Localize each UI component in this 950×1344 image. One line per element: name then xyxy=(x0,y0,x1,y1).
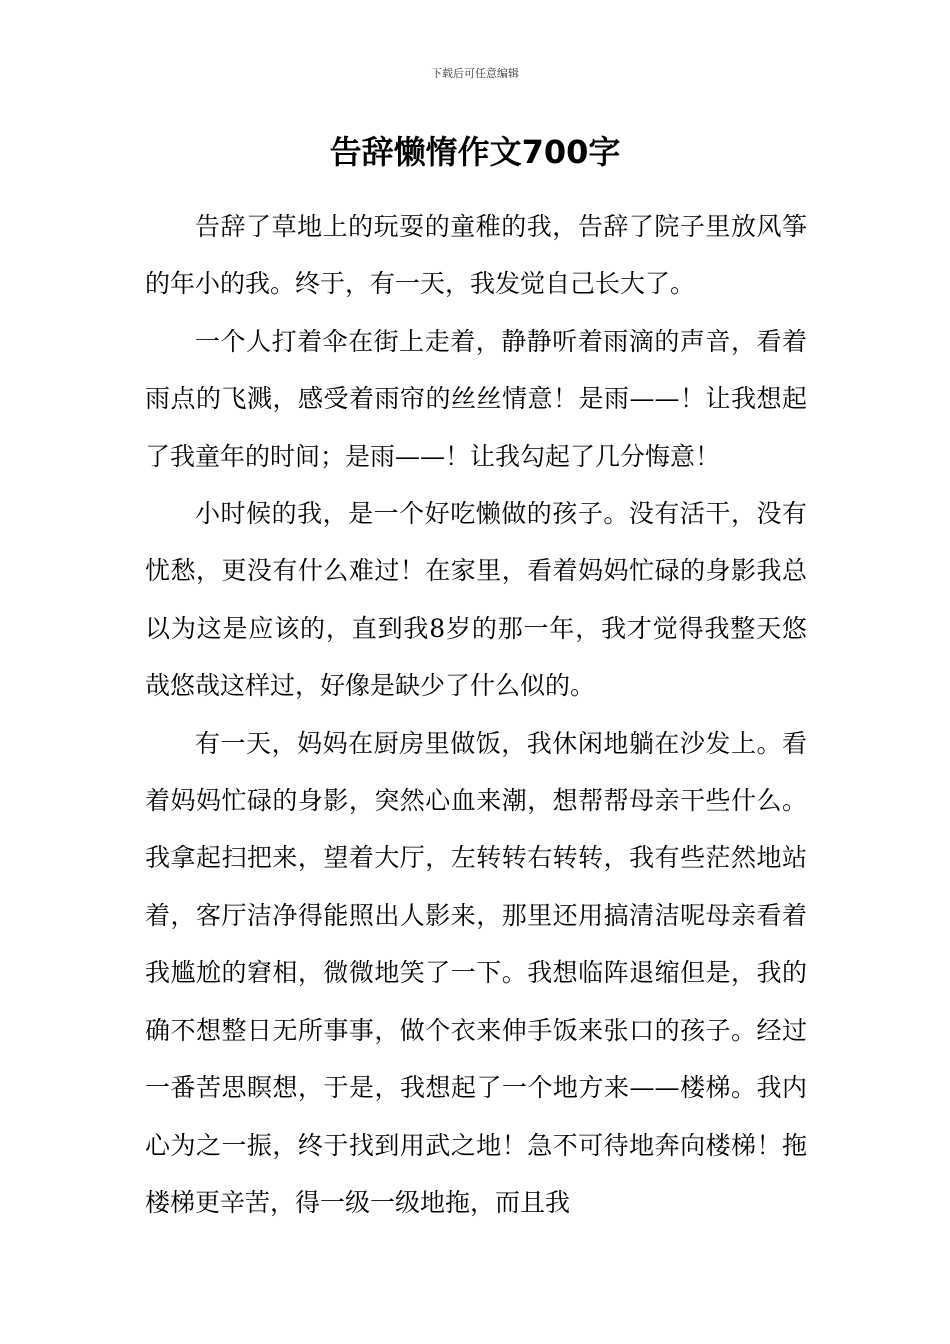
paragraph-3: 小时候的我，是一个好吃懒做的孩子。没有活干，没有忧愁，更没有什么难过！在家里，看着妈妈忙碌的身影我总以为这是应该的，直到我8岁的那一年，我才觉得我整天悠哉悠哉这样过，好像是缺少了什么似的。 xyxy=(145,499,807,701)
paragraph-4: 有一天，妈妈在厨房里做饭，我休闲地躺在沙发上。看着妈妈忙碌的身影，突然心血来潮，想帮帮母亲干些什么。我拿起扫把来，望着大厅，左转转右转转，我有些茫然地站着，客厅洁净得能照出人影来，那里还用搞清洁呢母亲看着我尴尬的窘相，微微地笑了一下。我想临阵退缩但是，我的确不想整日无所事事，做个衣来伸手饭来张口的孩子。经过一番苦思瞑想，于是，我想起了一个地方来——楼梯。我内心为之一振，终于找到用武之地！急不可待地奔向楼梯！拖楼梯更辛苦，得一级一级地拖，而且我 xyxy=(145,728,807,1217)
document-body xyxy=(145,198,807,1231)
page-title: 告辞懒惰作文700字 xyxy=(329,133,621,171)
paragraph-1: 告辞了草地上的玩耍的童稚的我，告辞了院子里放风筝的年小的我。终于，有一天，我发觉自己长大了。 xyxy=(145,212,807,299)
paragraph-2: 一个人打着伞在街上走着，静静听着雨滴的声音，看着雨点的飞溅，感受着雨帘的丝丝情意！是雨——！让我想起了我童年的时间；是雨——！让我勾起了几分悔意！ xyxy=(145,326,807,471)
header-note: 下载后可任意编辑 xyxy=(431,67,519,80)
